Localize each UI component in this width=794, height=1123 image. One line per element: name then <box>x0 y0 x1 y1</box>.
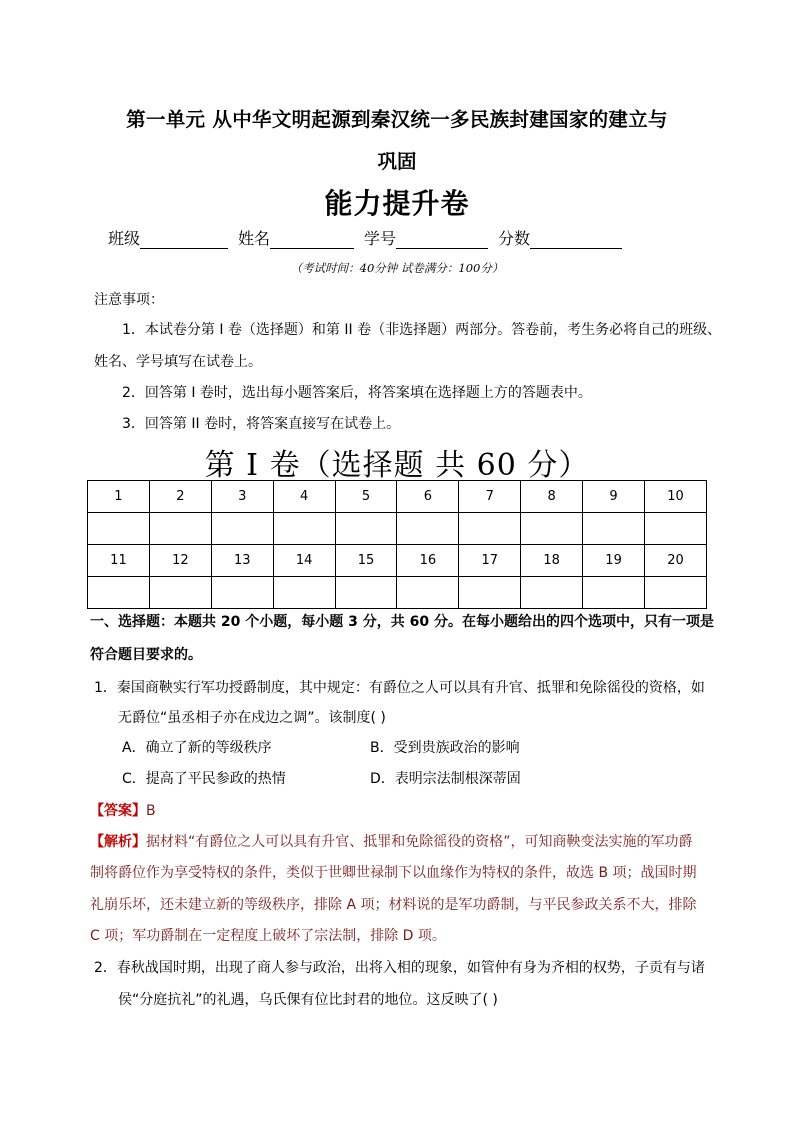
questions-intro-line1: 一、选择题：本题共 20 个小题，每小题 3 分，共 60 分。在每小题给出的四个选项中，只有一项是 <box>90 614 714 630</box>
exam-title-line1: 第一单元 从中华文明起源到秦汉统一多民族封建国家的建立与 <box>126 108 668 131</box>
exam-time-note: （考试时间：40分钟 试卷满分：100分） <box>290 261 504 275</box>
class-blank[interactable] <box>140 231 228 249</box>
name-label: 姓名 <box>238 229 271 248</box>
question-number-cell: 8 <box>521 481 583 513</box>
answer-cell[interactable] <box>583 513 645 545</box>
id-field[interactable] <box>364 226 488 249</box>
answer-cell[interactable] <box>645 577 707 609</box>
score-blank[interactable] <box>530 231 622 249</box>
question-number-cell: 19 <box>583 545 645 577</box>
question-number-cell: 18 <box>521 545 583 577</box>
answer-cell[interactable] <box>211 577 273 609</box>
question-1-answer <box>90 801 156 821</box>
score-label: 分数 <box>498 229 531 248</box>
question-number-cell: 12 <box>149 545 211 577</box>
exam-title-line2: 巩固 <box>377 150 417 173</box>
answer-grid-entry-row-1 <box>88 513 707 545</box>
answer-cell[interactable] <box>645 513 707 545</box>
answer-cell[interactable] <box>521 577 583 609</box>
answer-cell[interactable] <box>583 577 645 609</box>
question-number-cell: 4 <box>273 481 335 513</box>
answer-cell[interactable] <box>335 577 397 609</box>
notice-title: 注意事项： <box>94 292 164 308</box>
question-1-option-d[interactable]: D．表明宗法制根深蒂固 <box>370 771 521 787</box>
id-blank[interactable] <box>396 231 488 249</box>
question-1-option-c[interactable]: C．提高了平民参政的热情 <box>122 771 286 787</box>
question-number-cell: 5 <box>335 481 397 513</box>
notice-item-3: 3．回答第 II 卷时，将答案直接写在试卷上。 <box>122 416 401 432</box>
score-field[interactable] <box>498 226 622 249</box>
question-1-analysis-line3: 礼崩乐坏，还未建立新的等级秩序，排除 A 项；材料说的是军功爵制，与平民参政关系不大，排除 <box>90 897 697 913</box>
questions-intro-line2: 符合题目要求的。 <box>90 647 202 663</box>
answer-cell[interactable] <box>88 513 150 545</box>
answer-cell[interactable] <box>397 577 459 609</box>
analysis-text: 据材料“有爵位之人可以具有升官、抵罪和免除徭役的资格”，可知商鞅变法实施的军功爵 <box>146 834 693 850</box>
answer-cell[interactable] <box>459 577 521 609</box>
question-1-stem-line2: 无爵位“虽丞相子亦在戍边之调”。该制度( ) <box>118 710 386 726</box>
answer-cell[interactable] <box>149 577 211 609</box>
question-1-option-b[interactable]: B．受到贵族政治的影响 <box>370 740 520 756</box>
answer-cell[interactable] <box>397 513 459 545</box>
answer-grid-header-row-2 <box>88 545 707 577</box>
exam-subtitle: 能力提升卷 <box>324 187 470 220</box>
question-1-analysis-line4: C 项；军功爵制在一定程度上破坏了宗法制，排除 D 项。 <box>90 928 446 944</box>
analysis-label: 【解析】 <box>90 834 146 850</box>
question-number-cell: 2 <box>149 481 211 513</box>
id-label: 学号 <box>364 229 397 248</box>
answer-cell[interactable] <box>273 513 335 545</box>
name-field[interactable] <box>238 226 354 249</box>
question-number-cell: 13 <box>211 545 273 577</box>
question-number-cell: 10 <box>645 481 707 513</box>
answer-cell[interactable] <box>149 513 211 545</box>
question-number-cell: 20 <box>645 545 707 577</box>
question-number-cell: 7 <box>459 481 521 513</box>
answer-cell[interactable] <box>335 513 397 545</box>
name-blank[interactable] <box>270 231 354 249</box>
question-number-cell: 16 <box>397 545 459 577</box>
answer-cell[interactable] <box>88 577 150 609</box>
question-1-analysis-line1 <box>90 832 710 852</box>
class-label: 班级 <box>108 229 141 248</box>
question-2-stem-line2: 侯“分庭抗礼”的礼遇，乌氏倮有位比封君的地位。这反映了( ) <box>118 992 498 1008</box>
question-number-cell: 11 <box>88 545 150 577</box>
answer-cell[interactable] <box>459 513 521 545</box>
answer-cell[interactable] <box>273 577 335 609</box>
answer-label: 【答案】 <box>90 803 146 819</box>
answer-value: B <box>146 803 156 819</box>
answer-cell[interactable] <box>211 513 273 545</box>
section-title: 第 I 卷（选择题 共 60 分） <box>204 448 590 483</box>
question-1-option-a[interactable]: A．确立了新的等级秩序 <box>122 740 272 756</box>
question-number-cell: 3 <box>211 481 273 513</box>
question-number-cell: 6 <box>397 481 459 513</box>
question-number-cell: 15 <box>335 545 397 577</box>
question-number-cell: 14 <box>273 545 335 577</box>
answer-grid <box>87 480 707 609</box>
notice-item-2: 2．回答第 I 卷时，选出每小题答案后，将答案填在选择题上方的答题表中。 <box>122 385 592 401</box>
question-1-stem-line1: 1．秦国商鞅实行军功授爵制度，其中规定：有爵位之人可以具有升官、抵罪和免除徭役的资格，如 <box>94 680 705 696</box>
question-number-cell: 9 <box>583 481 645 513</box>
answer-grid-entry-row-2 <box>88 577 707 609</box>
answer-grid-header-row-1 <box>88 481 707 513</box>
question-number-cell: 1 <box>88 481 150 513</box>
class-field[interactable] <box>108 226 228 249</box>
notice-item-1-line2: 姓名、学号填写在试卷上。 <box>94 354 262 370</box>
notice-item-1-line1: 1．本试卷分第 I 卷（选择题）和第 II 卷（非选择题）两部分。答卷前，考生务必将自己的班级、 <box>122 322 722 338</box>
question-1-analysis-line2: 制将爵位作为享受特权的条件，类似于世卿世禄制下以血缘作为特权的条件，故选 B 项；战国时期 <box>90 865 697 881</box>
question-number-cell: 17 <box>459 545 521 577</box>
answer-cell[interactable] <box>521 513 583 545</box>
question-2-stem-line1: 2．春秋战国时期，出现了商人参与政治，出将入相的现象，如管仲有身为齐相的权势，子贡有与诸 <box>94 960 705 976</box>
student-info-line <box>108 226 622 249</box>
